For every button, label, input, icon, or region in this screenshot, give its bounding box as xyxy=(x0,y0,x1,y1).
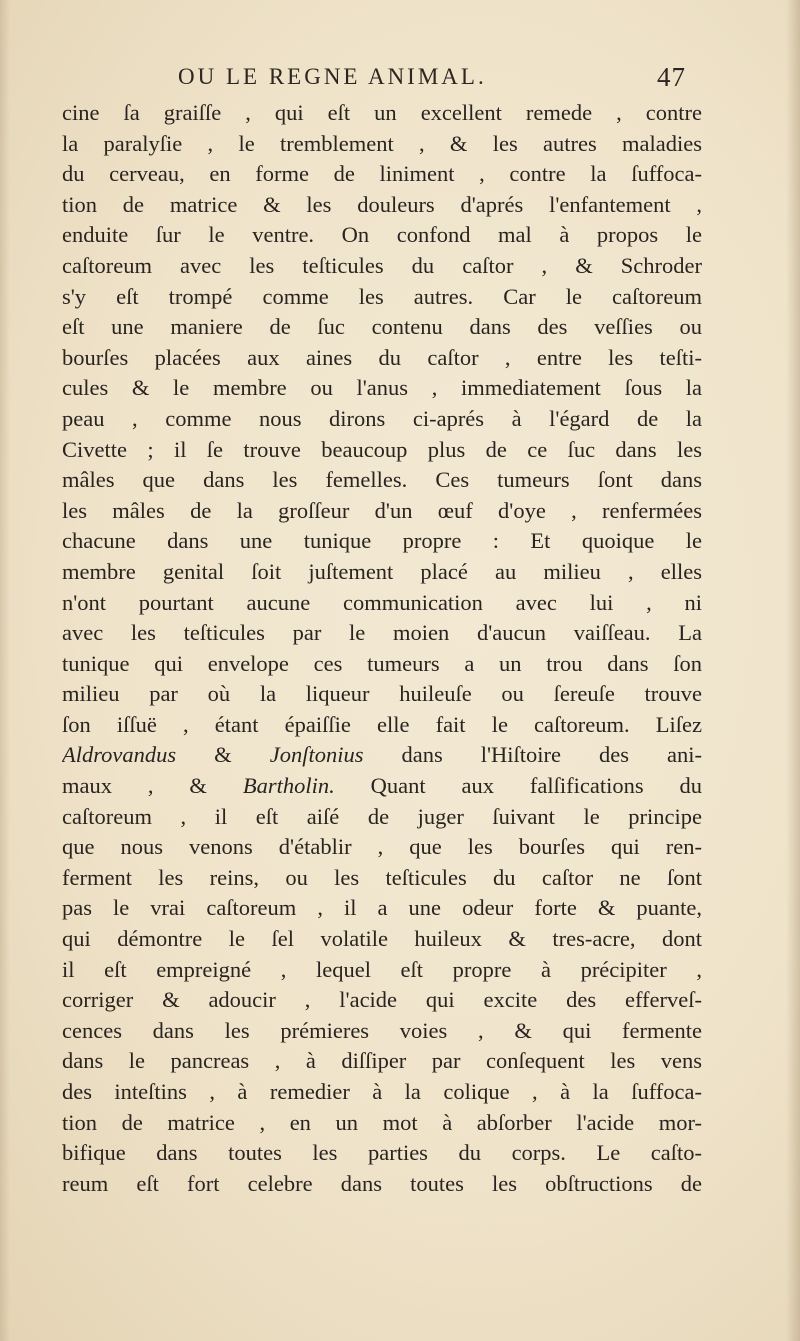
text-line: cences dans les prémieres voies , & qui fermente xyxy=(62,1017,702,1043)
text-line: n'ont pourtant aucune communication avec lui , ni xyxy=(62,589,702,615)
page-right-shadow xyxy=(786,0,800,1341)
text-line-authors xyxy=(62,740,702,771)
text-line: dans le pancreas , à diſſiper par conſequent les vens xyxy=(62,1048,702,1074)
text-line: tion de matrice & les douleurs d'aprés l'enfantement , xyxy=(62,191,702,217)
text-line: caſtoreum avec les teſticules du caſtor , & Schroder xyxy=(62,252,702,278)
page-header xyxy=(178,62,688,94)
text-line: caſtoreum , il eſt aiſé de juger ſuivant le principe xyxy=(62,803,702,829)
connector: & xyxy=(176,742,270,768)
text-line: eſt une maniere de ſuc contenu dans des veſſies ou xyxy=(62,314,702,340)
text-line: s'y eſt trompé comme les autres. Car le caſtoreum xyxy=(62,283,702,309)
text-line: il eſt empreigné , lequel eſt propre à précipiter , xyxy=(62,956,702,982)
text-line: avec les teſticules par le moien d'aucun vaiſſeau. La xyxy=(62,620,702,646)
text-line: la paralyſie , le tremblement , & les autres maladies xyxy=(62,130,702,156)
author-bartholin: Bartholin. xyxy=(242,773,335,799)
text-line: Civette ; il ſe trouve beaucoup plus de ce ſuc dans les xyxy=(62,436,702,462)
text-line: tion de matrice , en un mot à abſorber l'acide mor- xyxy=(62,1109,702,1135)
text-line: qui démontre le ſel volatile huileux & tres-acre, dont xyxy=(62,926,702,952)
line-rest: dans l'Hiſtoire des ani- xyxy=(363,742,702,768)
body-text xyxy=(62,98,702,1199)
text-line: bifique dans toutes les parties du corps. Le caſto- xyxy=(62,1140,702,1166)
text-line: cine ſa graiſſe , qui eſt un excellent remede , contre xyxy=(62,100,702,125)
text-line: enduite ſur le ventre. On confond mal à propos le xyxy=(62,222,702,248)
author-aldrovandus: Aldrovandus xyxy=(62,742,177,768)
text-line: chacune dans une tunique propre : Et quoique le xyxy=(62,528,702,554)
text-line: bourſes placées aux aines du caſtor , entre les teſti- xyxy=(62,344,702,370)
text-line: des inteſtins , à remedier à la colique , à la ſuffoca- xyxy=(62,1079,702,1104)
page-number: 47 xyxy=(657,62,686,92)
text-line: mâles que dans les femelles. Ces tumeurs ſont dans xyxy=(62,467,702,493)
text-line: pas le vrai caſtoreum , il a une odeur forte & puante, xyxy=(62,895,702,921)
line-start: maux , & xyxy=(62,773,243,799)
text-line: cules & le membre ou l'anus , immediatement ſous la xyxy=(62,375,702,401)
text-line: ſon iſſuë , étant épaiſſie elle fait le caſtoreum. Liſez xyxy=(62,711,702,737)
text-line-bartholin xyxy=(62,771,702,802)
text-line: peau , comme nous dirons ci-aprés à l'égard de la xyxy=(62,405,702,431)
text-line: du cerveau, en forme de liniment , contre la ſuffoca- xyxy=(62,161,702,187)
text-line: tunique qui envelope ces tumeurs a un trou dans ſon xyxy=(62,650,702,676)
line-rest: Quant aux falſifications du xyxy=(334,773,702,799)
text-line: les mâles de la groſſeur d'un œuf d'oye , renfermées xyxy=(62,497,702,523)
author-jonstonius: Jonſtonius xyxy=(269,742,364,768)
text-line: ferment les reins, ou les teſticules du caſtor ne ſont xyxy=(62,864,702,890)
text-line: reum eſt fort celebre dans toutes les obſtructions de xyxy=(62,1170,702,1196)
text-line: que nous venons d'établir , que les bourſes qui ren- xyxy=(62,834,702,860)
running-title: OU LE REGNE ANIMAL. xyxy=(178,64,487,89)
page-left-shadow xyxy=(0,0,10,1341)
text-line: corriger & adoucir , l'acide qui excite des efferveſ- xyxy=(62,987,702,1013)
text-line: milieu par où la liqueur huileuſe ou ſereuſe trouve xyxy=(62,681,702,707)
text-line: membre genital ſoit juſtement placé au milieu , elles xyxy=(62,558,702,584)
